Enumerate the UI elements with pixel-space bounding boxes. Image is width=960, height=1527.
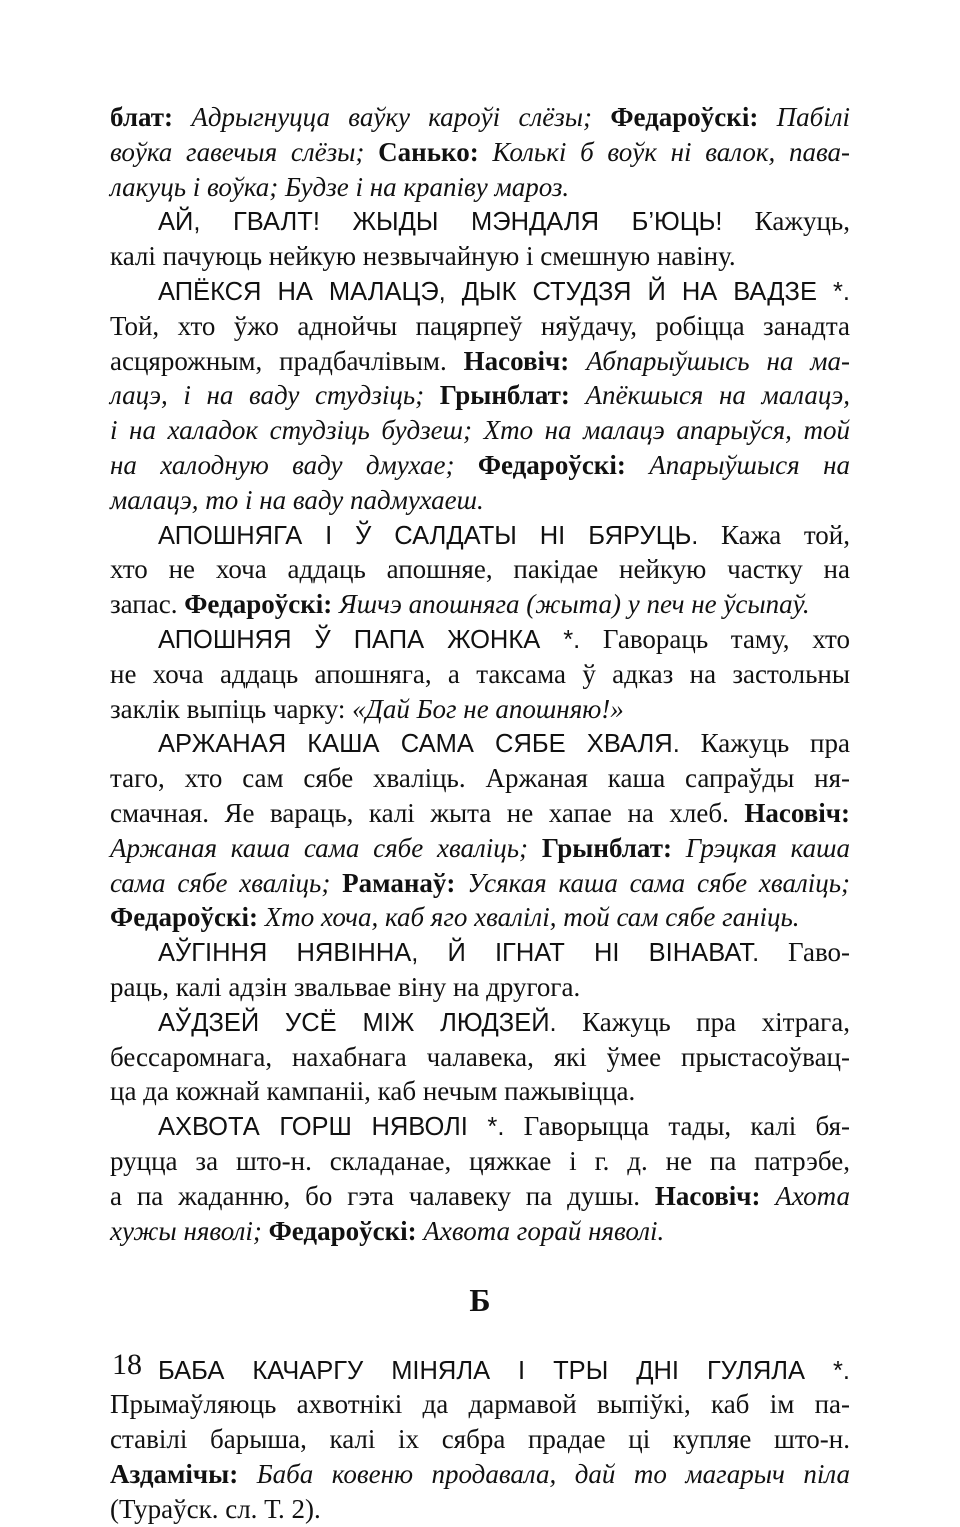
text-line (110, 413, 850, 448)
text-line (110, 1387, 850, 1422)
headword: АПОШНЯЯ Ў ПАПА ЖОНКА *. (158, 625, 581, 654)
definition-text: ставілі барыша, калі іх сябра прадае ці купляе што-н. (110, 1424, 850, 1455)
definition-text: калі пачуюць нейкую незвычайную і смешную навіну. (110, 241, 736, 272)
headword: АПОШНЯГА І Ў САЛДАТЫ НІ БЯРУЦЬ. (158, 521, 699, 550)
text-line (110, 344, 850, 379)
proverb-variant: Ахота (775, 1180, 850, 1211)
source-label: Грынблат: (439, 380, 586, 411)
definition-text: заклік выпіць чарку: (110, 693, 353, 724)
text-line (110, 1457, 850, 1492)
definition-text: ца да кожнай кампаніі, каб нечым пажывіцца. (110, 1076, 636, 1107)
text-line (110, 935, 850, 970)
text-line (110, 518, 850, 553)
text-line (110, 970, 850, 1005)
text-line (110, 309, 850, 344)
text-line (110, 1074, 850, 1109)
text-body (110, 100, 850, 1527)
text-line (110, 552, 850, 587)
proverb-variant: Аржаная каша сама сябе хваліць; (110, 832, 542, 863)
definition-text: не хоча аддаць апошняга, а таксама ў адказ на застольны (110, 658, 850, 689)
text-line (110, 170, 850, 205)
definition-text: Кажа той, (698, 519, 850, 550)
proverb-variant: і на халадок студзіць будзеш; Хто на малацэ апарыўся, той (110, 415, 850, 446)
text-line (110, 657, 850, 692)
proverb-variant: Баба ковеню продавала, дай то магарыч піла (256, 1459, 850, 1490)
text-line (110, 1214, 850, 1249)
definition-text: Той, хто ўжо аднойчы пацярпеў няўдачу, робіцца занадта (110, 310, 850, 341)
text-line (110, 239, 850, 274)
text-line (110, 866, 850, 901)
text-line (110, 1144, 850, 1179)
definition-text: Кажуць пра (679, 728, 850, 759)
proverb-variant: малацэ, то і на ваду падмухаеш. (110, 484, 484, 515)
text-line (110, 204, 850, 239)
proverb-variant: Усякая каша сама сябе хваліць; (467, 867, 850, 898)
definition-text: хто не хоча аддаць апошняе, пакідае нейкую частку на (110, 554, 850, 585)
definition-text: Прымаўляюць ахвотнікі да дармавой выпіўкі, каб ім па- (110, 1389, 850, 1420)
section-gap (110, 1318, 850, 1353)
text-line (110, 1179, 850, 1214)
text-line (110, 900, 850, 935)
text-line (110, 587, 850, 622)
source-label: Б (469, 1282, 491, 1319)
text-line (110, 831, 850, 866)
headword: АЎДЗЕЙ УСЁ МІЖ ЛЮДЗЕЙ. (158, 1008, 557, 1037)
text-line (110, 483, 850, 518)
text-line (110, 135, 850, 170)
section-letter-heading (110, 1283, 850, 1318)
text-line (110, 1005, 850, 1040)
text-line (110, 1040, 850, 1075)
proverb-variant: на халодную ваду дмухае; (110, 449, 478, 480)
definition-text: Кажуць пра хітрага, (556, 1006, 850, 1037)
text-line (110, 1422, 850, 1457)
source-label: Федароўскі: (184, 589, 339, 620)
text-line (110, 1492, 850, 1527)
definition-text: асцярожным, прадбачлівым. (110, 345, 464, 376)
proverb-variant: сама сябе хваліць; (110, 867, 343, 898)
proverb-variant: Апарыўшыся на (649, 449, 850, 480)
headword: АПЁКСЯ НА МАЛАЦЭ, ДЫК СТУДЗЯ Й НА ВАДЗЕ *. (158, 277, 850, 306)
section-gap (110, 1248, 850, 1283)
page-number: 18 (112, 1348, 142, 1381)
source-label: Федароўскі: (477, 449, 650, 480)
definition-text: Гаво- (759, 937, 850, 968)
definition-text: запас. (110, 589, 185, 620)
proverb-variant: Абпарыўшысь на ма- (586, 345, 850, 376)
text-line (110, 448, 850, 483)
proverb-variant: Колькі б воўк ні валок, пава- (492, 136, 850, 167)
text-line (110, 726, 850, 761)
proverb-variant: Ахвота горай няволі. (423, 1215, 665, 1246)
definition-text: смачная. Яе вараць, калі жыта не хапае на хлеб. (110, 797, 745, 828)
source-label: Федароўскі: (110, 902, 265, 933)
proverb-variant: хужы няволі; (110, 1215, 269, 1246)
source-label: Федароўскі: (610, 102, 777, 132)
source-label: Аздамічы: (110, 1459, 257, 1490)
headword: БАБА КАЧАРГУ МІНЯЛА І ТРЫ ДНІ ГУЛЯЛА *. (158, 1356, 850, 1385)
proverb-variant: лакуць і воўка; Будзе і на крапіву мароз. (110, 171, 570, 202)
proverb-variant: Хто хоча, каб яго хвалілі, той сам сябе ганіць. (264, 902, 800, 933)
definition-text: а па жаданню, бо гэта чалавеку па душы. (110, 1180, 655, 1211)
text-line (110, 692, 850, 727)
text-line (110, 378, 850, 413)
proverb-variant: воўка гавечыя слёзы; (110, 136, 379, 167)
source-label: Грынблат: (541, 832, 686, 863)
definition-text: бессаромнага, нахабнага чалавека, які ўмее прыстасоўвац- (110, 1041, 850, 1072)
definition-text: раць, калі адзін звальвае віну на другога. (110, 971, 581, 1002)
source-label: Насовіч: (654, 1180, 776, 1211)
text-line (110, 622, 850, 657)
source-label: Федароўскі: (268, 1215, 424, 1246)
text-line (110, 1109, 850, 1144)
headword: АЎГІННЯ НЯВІННА, Й ІГНАТ НІ ВІНАВАТ. (158, 939, 760, 968)
source-label: Насовіч: (744, 797, 850, 828)
definition-text: таго, хто сам сябе хваліць. Аржаная каша сапраўды ня- (110, 763, 850, 794)
proverb-variant: «Дай Бог не апошняю!» (352, 693, 624, 724)
definition-text: Гаворыцца тады, калі бя- (504, 1111, 850, 1142)
source-label: блат: (110, 102, 192, 132)
text-line (110, 274, 850, 309)
text-line (110, 796, 850, 831)
headword: АХВОТА ГОРШ НЯВОЛІ *. (158, 1113, 505, 1142)
definition-text: (Тураўск. сл. Т. 2). (110, 1493, 321, 1524)
proverb-variant: лацэ, і на ваду студзіць; (110, 380, 440, 411)
proverb-variant: Апёкшыся на малацэ, (585, 380, 850, 411)
headword: АРЖАНАЯ КАША САМА СЯБЕ ХВАЛЯ. (158, 730, 680, 759)
text-line (110, 100, 850, 135)
proverb-variant: Грэцкая каша (685, 832, 850, 863)
definition-text: Гавораць таму, хто (580, 623, 850, 654)
proverb-variant: Яшчэ апошняга (жыта) у печ не ўсыпаў. (339, 589, 810, 620)
source-label: Насовіч: (463, 345, 587, 376)
source-label: Раманаў: (342, 867, 468, 898)
text-line (110, 761, 850, 796)
headword: АЙ, ГВАЛТ! ЖЫДЫ МЭНДАЛЯ Б’ЮЦЬ! (158, 208, 723, 237)
text-line (110, 1353, 850, 1388)
source-label: Санько: (378, 136, 493, 167)
proverb-variant: Адрыгнуцца ваўку кароўі слёзы; (191, 102, 611, 132)
definition-text: Кажуць, (722, 206, 850, 237)
proverb-variant: Пабілі (776, 102, 850, 132)
definition-text: руцца за што-н. складанае, цяжкае і г. д. не па патрэбе, (110, 1145, 850, 1176)
